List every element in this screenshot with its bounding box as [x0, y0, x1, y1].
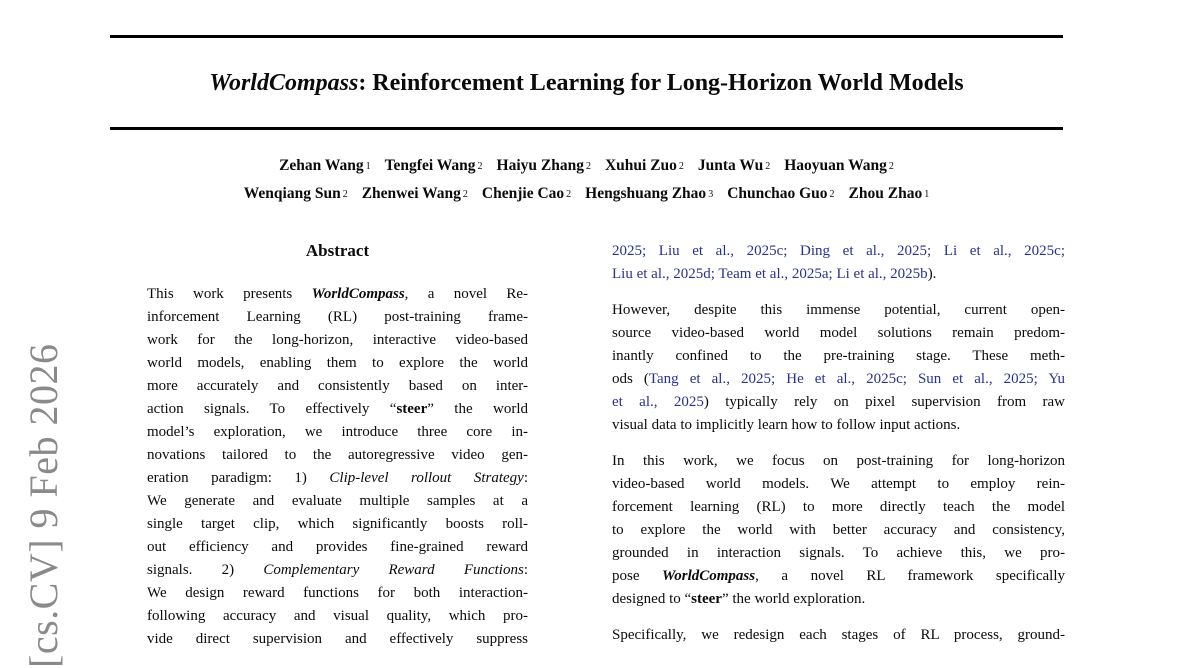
author-name: Tengfei Wang — [384, 157, 476, 174]
author — [497, 157, 591, 174]
text-line — [147, 513, 528, 536]
text-segment: source video-based world model solutions remain predom- — [612, 325, 1065, 341]
author — [244, 185, 348, 202]
text-line — [147, 375, 528, 398]
author-name: Chunchao Guo — [727, 185, 828, 202]
author-name: Chenjie Cao — [481, 185, 565, 202]
author-name: Xuhui Zuo — [604, 157, 677, 174]
paragraph — [147, 283, 528, 651]
text-line — [147, 306, 528, 329]
text-line — [147, 398, 528, 421]
text-segment: novations tailored to the autoregressive video gen- — [147, 447, 528, 463]
text-segment: ) typically rely on pixel supervision from raw — [703, 394, 1065, 410]
author-affiliation-sup: 2 — [888, 161, 894, 172]
author-affiliation-sup: 2 — [585, 161, 591, 172]
left-column — [147, 240, 528, 664]
citation-link[interactable]: 2025; Liu et al., 2025c; Ding et al., 2025; Li et al., 2025c; — [612, 243, 1065, 259]
text-segment: : — [523, 470, 528, 486]
text-segment: single target clip, which significantly boosts roll- — [147, 516, 528, 532]
text-line — [612, 519, 1065, 542]
text-line — [612, 624, 1065, 647]
text-segment: steer — [396, 401, 428, 417]
author — [727, 185, 834, 202]
text-segment: eration paradigm: 1) — [147, 470, 330, 486]
author-affiliation-sup: 2 — [765, 161, 771, 172]
text-line — [147, 352, 528, 375]
paragraph — [612, 240, 1065, 286]
text-segment: video-based world models. We attempt to employ rein- — [612, 476, 1065, 492]
author — [698, 157, 770, 174]
text-segment: We design reward functions for both interaction- — [147, 585, 528, 601]
text-segment: visual data to implicitly learn how to follow input actions. — [612, 417, 961, 433]
text-line — [147, 605, 528, 628]
author-affiliation-sup: 2 — [342, 189, 348, 200]
text-segment: WorldCompass — [662, 568, 756, 584]
text-segment: designed to “ — [612, 591, 692, 607]
author-affiliation-sup: 2 — [566, 189, 572, 200]
author-name: Zhou Zhao — [848, 185, 923, 202]
author-line-2 — [80, 181, 1093, 209]
text-segment: We generate and evaluate multiple samples at a — [147, 493, 528, 509]
author-name: Haoyuan Wang — [784, 157, 887, 174]
text-line — [612, 565, 1065, 588]
text-segment: : — [523, 562, 528, 578]
citation-link[interactable]: et al., 2025 — [612, 394, 704, 410]
text-segment: world models, enabling them to explore the world — [147, 355, 528, 371]
text-segment: Clip-level rollout Strategy — [329, 470, 524, 486]
author-affiliation-sup: 1 — [365, 161, 371, 172]
citation-link[interactable]: Tang et al., 2025; He et al., 2025c; Sun et al., 2025; Yu — [648, 371, 1065, 387]
text-line — [147, 467, 528, 490]
text-segment: action signals. To effectively “ — [147, 401, 397, 417]
author-name: Junta Wu — [697, 157, 764, 174]
title-rule-top — [110, 35, 1063, 38]
paragraph — [612, 624, 1065, 647]
author-name: Zehan Wang — [279, 157, 364, 174]
text-line — [612, 345, 1065, 368]
author-name: Wenqiang Sun — [243, 185, 341, 202]
author — [784, 157, 894, 174]
author-name: Hengshuang Zhao — [585, 185, 707, 202]
author-block — [80, 153, 1093, 209]
right-column — [612, 240, 1065, 660]
text-segment: ” the world exploration. — [721, 591, 866, 607]
text-segment: model’s exploration, we introduce three core in- — [147, 424, 528, 440]
text-segment: pose — [612, 568, 663, 584]
text-segment: inantly confined to the pre-training stage. These meth- — [612, 348, 1065, 364]
text-segment: following accuracy and visual quality, which pro- — [147, 608, 528, 624]
text-segment: , a novel Re- — [404, 286, 528, 302]
author-affiliation-sup: 2 — [477, 161, 483, 172]
author-name: Zhenwei Wang — [361, 185, 461, 202]
text-line — [612, 414, 1065, 437]
title-rule-bottom — [110, 127, 1063, 130]
author — [849, 185, 930, 202]
text-segment: In this work, we focus on post-training for long-horizon — [612, 453, 1065, 469]
text-segment: This work presents — [147, 286, 312, 302]
text-segment: ” the world — [427, 401, 528, 417]
text-line — [147, 582, 528, 605]
text-segment: out efficiency and provides fine-grained reward — [147, 539, 528, 555]
author — [482, 185, 571, 202]
text-line — [612, 450, 1065, 473]
text-segment: ods ( — [612, 371, 649, 387]
text-line — [612, 473, 1065, 496]
text-segment: work for the long-horizon, interactive video-based — [147, 332, 528, 348]
text-line — [612, 368, 1065, 391]
text-line — [612, 322, 1065, 345]
text-segment: to explore the world with better accuracy and consistency, — [612, 522, 1065, 538]
text-segment: vide direct supervision and effectively suppress — [147, 631, 528, 647]
text-line — [612, 299, 1065, 322]
author — [362, 185, 468, 202]
author-affiliation-sup: 2 — [462, 189, 468, 200]
citation-link[interactable]: Liu et al., 2025d; Team et al., 2025a; Li et al., 2025b — [612, 266, 928, 282]
author-affiliation-sup: 1 — [924, 189, 930, 200]
text-segment: steer — [691, 591, 722, 607]
author — [279, 157, 371, 174]
text-segment: , a novel RL framework specifically — [755, 568, 1065, 584]
text-line — [147, 283, 528, 306]
text-line — [612, 391, 1065, 414]
text-segment: WorldCompass — [311, 286, 405, 302]
author-affiliation-sup: 3 — [708, 189, 714, 200]
paper-title — [110, 68, 1063, 98]
author — [585, 185, 713, 202]
text-segment: forcement learning (RL) to more directly teach the model — [612, 499, 1065, 515]
text-segment: However, despite this immense potential, current open- — [612, 302, 1065, 318]
text-segment: more accurately and consistently based on inter- — [147, 378, 528, 394]
paragraph — [612, 299, 1065, 437]
text-segment: signals. 2) — [147, 562, 264, 578]
author-line-1 — [80, 153, 1093, 181]
text-line — [612, 496, 1065, 519]
text-line — [147, 536, 528, 559]
text-line — [612, 263, 1065, 286]
text-line — [147, 559, 528, 582]
text-segment: Specifically, we redesign each stages of RL process, ground- — [612, 627, 1065, 643]
author-affiliation-sup: 2 — [678, 161, 684, 172]
author-affiliation-sup: 2 — [829, 189, 835, 200]
author — [605, 157, 684, 174]
arxiv-watermark: [cs.CV] 9 Feb 2026 — [21, 343, 66, 668]
author — [385, 157, 483, 174]
text-line — [147, 490, 528, 513]
text-line — [147, 421, 528, 444]
text-line — [147, 329, 528, 352]
text-line — [612, 240, 1065, 263]
text-segment: : Reinforcement Learning for Long-Horizon World Models — [358, 70, 964, 96]
text-line — [147, 444, 528, 467]
text-segment: WorldCompass — [209, 70, 359, 96]
author-name: Haiyu Zhang — [496, 157, 584, 174]
abstract-heading: Abstract — [305, 241, 370, 260]
text-line — [612, 542, 1065, 565]
paragraph — [612, 450, 1065, 611]
text-segment: ). — [927, 266, 937, 282]
text-segment: grounded in interaction signals. To achieve this, we pro- — [612, 545, 1065, 561]
text-segment: inforcement Learning (RL) post-training frame- — [147, 309, 528, 325]
text-line — [612, 588, 1065, 611]
abstract-body — [147, 283, 528, 651]
text-segment: Complementary Reward Functions — [263, 562, 524, 578]
